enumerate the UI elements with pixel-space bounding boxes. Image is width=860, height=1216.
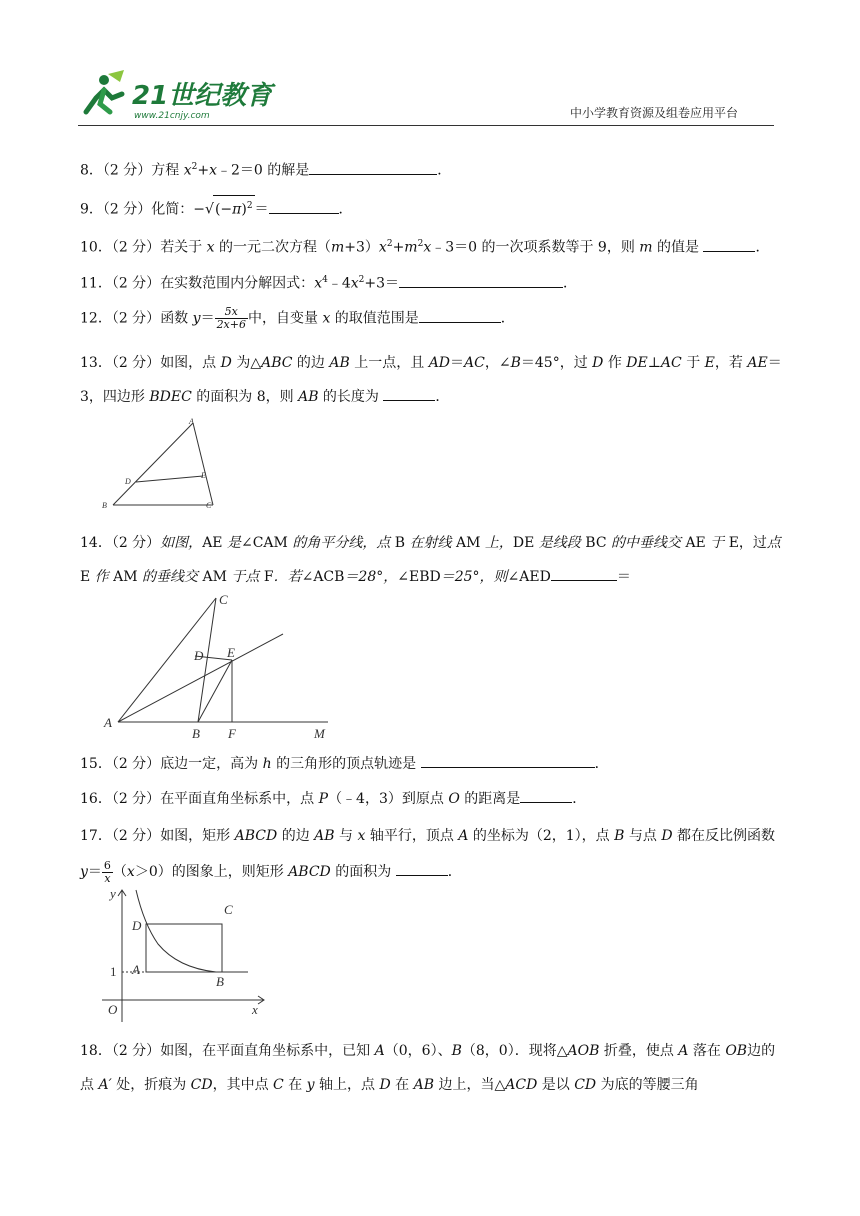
question-9: 9．（2 分）化简：$-√(-\pi)^2$ ＝ ． xyxy=(80,195,782,220)
runner-icon xyxy=(86,70,124,112)
figure-13 xyxy=(96,414,226,514)
label-A: A xyxy=(132,962,140,977)
question-16: 16．（2 分）在平面直角坐标系中，点 P（﹣4，3）到原点 O 的距离是 ． xyxy=(80,787,782,809)
sqrt-radicand: $(-\pi)^2$ xyxy=(213,195,255,220)
answer-blank[interactable] xyxy=(269,198,339,214)
logo xyxy=(78,68,318,120)
question-17: 17．（2 分）如图，矩形 ABCD 的边 AB 与 x 轴平行，顶点 A 的坐标为（2，1），点 B 与点 D 都在反比例函数 y＝ $\frac{6}{x}$ （x＞0）的图象上，则矩形 ABCD 的面积为 ． xyxy=(80,828,776,885)
question-8: 8．（2 分）方程 $x^2+x﹣2=0$ 的解是 ． xyxy=(80,157,782,181)
question-15: 15．（2 分）底边一定，高为 h 的三角形的顶点轨迹是 ． xyxy=(80,752,782,774)
question-18: 18．（2 分）如图，在平面直角坐标系中，已知 A（0，6）、B（8，0）．现将△AOB 折叠，使点 A 落在 OB边的点 A′ 处，折痕为 CD，其中点 C 在 y 轴上，点 D 在 AB 边上，当△ACD 是以 CD 为底的等腰三角 xyxy=(80,1043,776,1093)
label-A: A xyxy=(189,417,194,426)
question-11: 11．（2 分）在实数范围内分解因式：$x^4﹣4x^2+3=$ ． xyxy=(80,270,782,294)
answer-blank[interactable] xyxy=(309,159,437,175)
page-header xyxy=(78,62,774,128)
question-14: 14．（2 分）如图，AE 是∠CAM 的角平分线，点 B 在射线 AM 上，DE 是线段 BC 的中垂线交 AE 于 E，过点 E 作 AM 的垂线交 AM 于点 F．若∠ACB＝28°，∠EBD＝25°，则∠AED ＝ xyxy=(80,535,781,585)
question-10: 10．（2 分）若关于 x 的一元二次方程$(m+3)x^2+m^2x﹣3=0$ 的一次项系数等于 9，则 m 的值是 ． xyxy=(80,234,782,258)
answer-blank[interactable] xyxy=(551,565,617,581)
logo-url: www.21cnjy.com xyxy=(134,111,210,120)
answer-blank[interactable] xyxy=(399,272,563,288)
answer-blank[interactable] xyxy=(396,860,448,876)
label-C: C xyxy=(206,501,212,510)
header-rule xyxy=(78,125,774,126)
label-O: O xyxy=(108,1002,118,1017)
label-B: B xyxy=(192,726,200,740)
label-B: B xyxy=(102,501,107,510)
label-D: D xyxy=(125,477,131,486)
label-C: C xyxy=(224,902,233,917)
answer-blank[interactable] xyxy=(419,307,501,323)
label-E: E xyxy=(201,471,206,480)
platform-name: 中小学教育资源及组卷应用平台 xyxy=(569,106,738,120)
logo-text: 21世纪教育 xyxy=(132,81,273,111)
sqrt-sign: √ xyxy=(205,201,214,218)
label-M: M xyxy=(314,726,325,740)
answer-blank[interactable] xyxy=(703,236,755,252)
question-13: 13．（2 分）如图，点 D 为△ABC 的边 AB 上一点，且 AD＝AC，∠B＝45°，过 D 作 DE⊥AC 于 E，若 AE＝3，四边形 BDEC 的面积为 8，则 AB 的长度为 ． xyxy=(80,355,782,405)
question-12: 12．（2 分）函数 y＝ $\frac{5x}{2x+6}$ 中，自变量 x 的取值范围是 ． xyxy=(80,305,515,331)
label-A: A xyxy=(104,715,112,730)
label-1: 1 xyxy=(110,964,117,979)
fraction: $\frac{5x}{2x+6}$ xyxy=(216,305,246,331)
label-D: D xyxy=(194,648,204,663)
label-F: F xyxy=(228,726,236,740)
answer-blank[interactable] xyxy=(520,787,572,803)
label-D: D xyxy=(132,918,142,933)
answer-blank[interactable] xyxy=(383,385,435,401)
label-E: E xyxy=(227,645,235,660)
label-y: y xyxy=(110,886,116,901)
answer-blank[interactable] xyxy=(421,752,595,768)
fraction: $\frac{6}{x}$ xyxy=(103,858,111,885)
label-C: C xyxy=(219,592,228,607)
figure-14 xyxy=(100,590,340,740)
label-x: x xyxy=(252,1002,258,1017)
label-B: B xyxy=(216,974,224,989)
figure-17 xyxy=(98,884,268,1026)
